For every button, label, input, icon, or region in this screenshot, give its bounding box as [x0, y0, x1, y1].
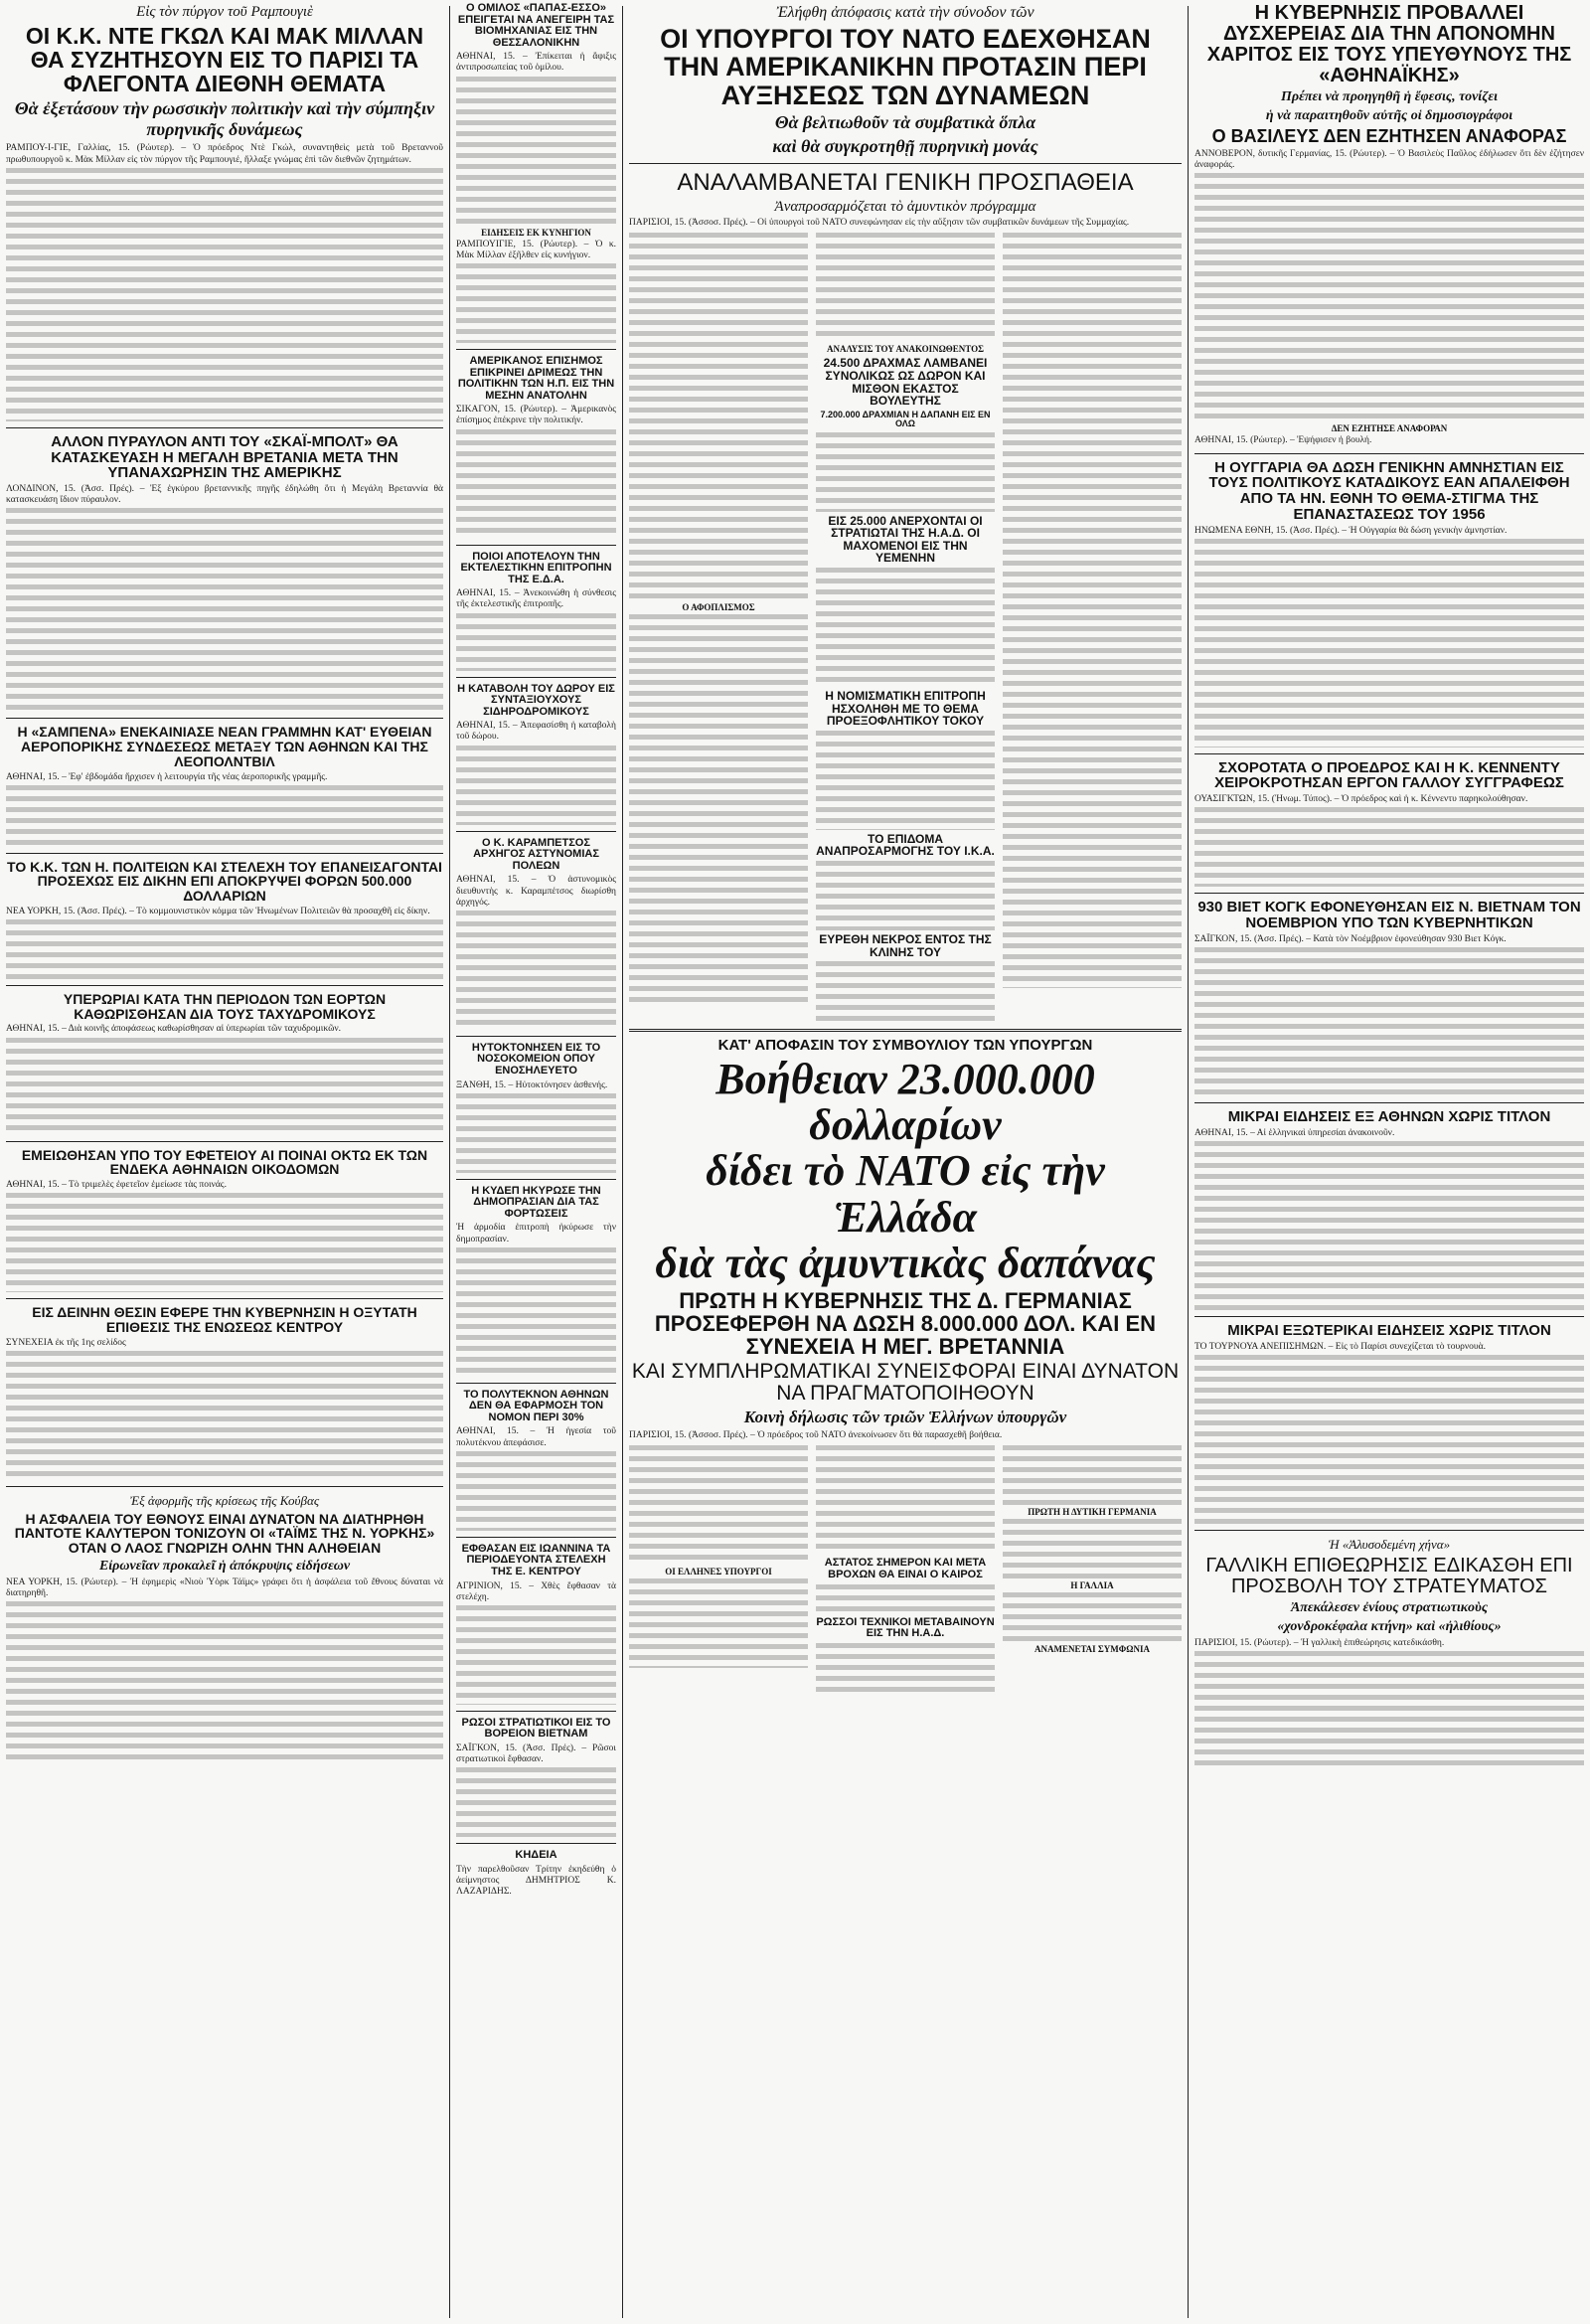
article-body	[456, 1093, 616, 1173]
article-lead: ΣΥΝΕΧΕΙΑ ἐκ τῆς 1ης σελίδος	[6, 1337, 126, 1348]
headline: ΕΜΕΙΩΘΗΣΑΝ ΥΠΟ ΤΟΥ ΕΦΕΤΕΙΟΥ ΑΙ ΠΟΙΝΑΙ ΟΚΤΩ ΕΚ ΤΩΝ ΕΝΔΕΚΑ ΑΘΗΝΑΙΩΝ ΟΙΚΟΔΟΜΩΝ	[21, 1146, 428, 1178]
article-body	[816, 961, 995, 1021]
article-body	[456, 1767, 616, 1837]
article-body	[6, 919, 443, 979]
subheading: ΕΙΔΗΣΕΙΣ ΕΚ ΚΥΝΗΓΙΟΝ	[481, 227, 591, 238]
subheading: Ο ΑΦΟΠΛΙΣΜΟΣ	[682, 602, 755, 613]
article-body	[6, 785, 443, 847]
headline: ΡΩΣΟΙ ΣΤΡΑΤΙΩΤΙΚΟΙ ΕΙΣ ΤΟ ΒΟΡΕΙΟΝ ΒΙΕΤΝΑΜ	[461, 1716, 611, 1741]
headline: Η «ΣΑΜΠΕΝΑ» ΕΝΕΚΑΙΝΙΑΣΕ ΝΕΑΝ ΓΡΑΜΜΗΝ ΚΑΤ' ΕΥΘΕΙΑΝ ΑΕΡΟΠΟΡΙΚΗΣ ΣΥΝΔΕΣΕΩΣ ΜΕΤΑΞΥ ΤΩΝ ΑΘΗΝΩΝ ΚΑΙ ΤΗΣ ΛΕΟΠΟΛΝΤΒΙΛ	[17, 724, 432, 769]
kicker: Ἐλήφθη ἀπόφασις κατὰ τὴν σύνοδον τῶν	[776, 4, 1034, 21]
article-body	[1003, 1445, 1182, 1505]
article-lead: ΤΟ ΤΟΥΡΝΟΥΑ ΑΝΕΠΙΣΗΜΩΝ. – Εἰς τὸ Παρίσι συνεχίζεται τὸ τουρνουὰ.	[1194, 1341, 1486, 1352]
article-body	[816, 1445, 995, 1555]
article-lead: ΑΘΗΝΑΙ, 15. (Ρώυτερ). – Ἐψήφισεν ἡ βουλή.	[1194, 435, 1372, 446]
subheading: ΔΕΝ ΕΖΗΤΗΣΕ ΑΝΑΦΟΡΑΝ	[1331, 423, 1448, 434]
column-right	[1189, 0, 1590, 2324]
article-body	[816, 432, 995, 512]
headline: Ο Κ. ΚΑΡΑΜΠΕΤΣΟΣ ΑΡΧΗΓΟΣ ΑΣΤΥΝΟΜΙΑΣ ΠΟΛΕΩΝ	[473, 836, 599, 872]
headline: Η ΚΑΤΑΒΟΛΗ ΤΟΥ ΔΩΡΟΥ ΕΙΣ ΣΥΝΤΑΞΙΟΥΧΟΥΣ ΣΙΔΗΡΟΔΡΟΜΙΚΟΥΣ	[457, 682, 615, 718]
headline: Ο ΟΜΙΛΟΣ «ΠΑΠΑΣ-ΕΣΣΟ» ΕΠΕΙΓΕΤΑΙ ΝΑ ΑΝΕΓΕΙΡΗ ΤΑΣ ΒΙΟΜΗΧΑΝΙΑΣ ΕΙΣ ΤΗΝ ΘΕΣΣΑΛΟΝΙΚΗΝ	[457, 2, 615, 49]
deck: Κοινὴ δήλωσις τῶν τριῶν Ἑλλήνων ὑπουργῶν	[743, 1408, 1067, 1427]
article-subcolumn	[1003, 1443, 1182, 1694]
article-lead: ΛΟΝΔΙΝΟΝ, 15. (Ἀσσ. Πρές). – Ἐξ ἐγκύρου βρεταννικῆς πηγῆς ἐδηλώθη ὅτι ἡ Μεγάλη Βρεταννία θὰ κατασκευάση ἴδιον πύραυλον.	[6, 484, 443, 506]
article-lead: ΑΘΗΝΑΙ, 15. – Διὰ κοινῆς ἀποφάσεως καθωρίσθησαν αἱ ὑπερωρίαι τῶν ταχυδρομικῶν.	[6, 1024, 342, 1035]
article-body	[816, 861, 995, 930]
article-body	[456, 77, 616, 226]
headline: ΗΥΤΟΚΤΟΝΗΣΕΝ ΕΙΣ ΤΟ ΝΟΣΟΚΟΜΕΙΟΝ ΟΠΟΥ ΕΝΟΣΗΛΕΥΕΤΟ	[471, 1041, 601, 1078]
subheading: ΠΡΩΤΗ Η ΔΥΤΙΚΗ ΓΕΡΜΑΝΙΑ	[1028, 1507, 1157, 1518]
deck: Θὰ βελτιωθοῦν τὰ συμβατικὰ ὅπλα	[774, 112, 1036, 133]
headline: ΜΙΚΡΑΙ ΕΞΩΤΕΡΙΚΑΙ ΕΙΔΗΣΕΙΣ ΧΩΡΙΣ ΤΙΤΛΟΝ	[1227, 1322, 1551, 1340]
article-lead: ΑΘΗΝΑΙ, 15. – Τὸ τριμελὲς ἐφετεῖον ἐμείωσε τὰς ποινάς.	[6, 1179, 227, 1190]
article-lead: ΟΥΑΣΙΓΚΤΩΝ, 15. (Ἡνωμ. Τύπος). – Ὁ πρόεδρος καὶ ἡ κ. Κέννεντυ παρηκολούθησαν.	[1194, 794, 1528, 805]
article-lead: ΑΝΝΟΒΕΡΟΝ, δυτικῆς Γερμανίας, 15. (Ρώυτερ). – Ὁ Βασιλεὺς Παῦλος ἐδήλωσεν ὅτι δὲν ἐζήτησεν ἀναφοράς.	[1194, 148, 1584, 171]
headline: 7.200.000 ΔΡΑΧΜΙΑΝ Η ΔΑΠΑΝΗ ΕΙΣ ΕΝ ΟΛΩ	[820, 409, 991, 429]
headline: ΕΥΡΕΘΗ ΝΕΚΡΟΣ ΕΝΤΟΣ ΤΗΣ ΚΛΙΝΗΣ ΤΟΥ	[819, 932, 992, 959]
article-body	[6, 1351, 443, 1480]
article-body	[456, 1605, 616, 1705]
article-body	[456, 911, 616, 1030]
article-body	[1003, 1592, 1182, 1642]
article-columns	[629, 1443, 1182, 1694]
article-body	[1194, 807, 1584, 887]
headline: 24.500 ΔΡΑΧΜΑΣ ΛΑΜΒΑΝΕΙ ΣΥΝΟΛΙΚΩΣ ΩΣ ΔΩΡΟΝ ΚΑΙ ΜΙΣΘΟΝ ΕΚΑΣΤΟΣ ΒΟΥΛΕΥΤΗΣ	[823, 356, 988, 409]
article-lead: ΑΘΗΝΑΙ, 15. – Αἱ ἑλληνικαὶ ὑπηρεσίαι ἀνακοινοῦν.	[1194, 1127, 1395, 1138]
headline: ΑΝΑΛΑΜΒΑΝΕΤΑΙ ΓΕΝΙΚΗ ΠΡΟΣΠΑΘΕΙΑ	[677, 169, 1134, 197]
article-body	[6, 1038, 443, 1135]
article-lead: ΠΑΡΙΣΙΟΙ, 15. (Ἀσσοσ. Πρές). – Ὁ πρόεδρος τοῦ ΝΑΤΟ ἀνεκοίνωσεν ὅτι θὰ παρασχεθῆ βοήθεια.	[629, 1430, 1003, 1441]
article-body	[1194, 1141, 1584, 1310]
article-body	[6, 168, 443, 421]
headline: ΚΑΙ ΣΥΜΠΛΗΡΩΜΑΤΙΚΑΙ ΣΥΝΕΙΣΦΟΡΑΙ ΕΙΝΑΙ ΔΥΝΑΤΟΝ ΝΑ ΠΡΑΓΜΑΤΟΠΟΙΗΘΟΥΝ	[631, 1360, 1180, 1406]
article-lead: ΣΙΚΑΓΟΝ, 15. (Ρώυτερ). – Ἀμερικανὸς ἐπίσημος ἐπέκρινε τὴν πολιτικήν.	[456, 405, 616, 426]
article-body	[456, 263, 616, 343]
kicker: Ἡ «Ἀλυσοδεμένη χήνα»	[1328, 1537, 1451, 1553]
headline: ΟΙ Κ.Κ. ΝΤΕ ΓΚΩΛ ΚΑΙ ΜΑΚ ΜΙΛΛΑΝ ΘΑ ΣΥΖΗΤΗΣΟΥΝ ΕΙΣ ΤΟ ΠΑΡΙΣΙ ΤΑ ΦΛΕΓΟΝΤΑ ΔΙΕΘΝΗ ΘΕΜΑΤΑ	[25, 23, 424, 97]
headline: ΣΧΟΡΟΤΑΤΑ Ο ΠΡΟΕΔΡΟΣ ΚΑΙ Η Κ. ΚΕΝΝΕΝΤΥ ΧΕΙΡΟΚΡΟΤΗΣΑΝ ΕΡΓΟΝ ΓΑΛΛΟΥ ΣΥΓΓΡΑΦΕΩΣ	[1214, 758, 1564, 792]
article-body	[456, 429, 616, 539]
article-body	[629, 614, 808, 1002]
article-body	[629, 1578, 808, 1668]
article-body	[816, 233, 995, 342]
deck: «χονδροκέφαλα κτήνη» καὶ «ἠλιθίους»	[1277, 1619, 1502, 1635]
article-body	[1003, 1519, 1182, 1578]
article-lead: ΝΕΑ ΥΟΡΚΗ, 15. (Ρώυτερ). – Ἡ ἐφημερὶς «Νιοὺ Ὑὸρκ Τάϊμς» γράφει ὅτι ἡ ἀσφάλεια τοῦ ἔθνους δύναται νὰ διατηρηθῆ.	[6, 1577, 443, 1599]
headline: ΠΟΙΟΙ ΑΠΟΤΕΛΟΥΝ ΤΗΝ ΕΚΤΕΛΕΣΤΙΚΗΝ ΕΠΙΤΡΟΠΗΝ ΤΗΣ Ε.Δ.Α.	[460, 550, 612, 585]
headline: ΓΑΛΛΙΚΗ ΕΠΙΘΕΩΡΗΣΙΣ ΕΔΙΚΑΣΘΗ ΕΠΙ ΠΡΟΣΒΟΛΗ ΤΟΥ ΣΤΡΑΤΕΥΜΑΤΟΣ	[1205, 1555, 1573, 1598]
kicker: Εἰς τὸν πύργον τοῦ Ραμπουγιὲ	[136, 4, 313, 20]
article-lead: ΑΓΡΙΝΙΟΝ, 15. – Χθὲς ἔφθασαν τὰ στελέχη.	[456, 1580, 616, 1602]
article-lead: ΣΑΪΓΚΟΝ, 15. (Ἀσσ. Πρές). – Ρῶσοι στρατιωτικοὶ ἔφθασαν.	[456, 1743, 616, 1765]
subheading: ΑΝΑΜΕΝΕΤΑΙ ΣΥΜΦΩΝΙΑ	[1034, 1644, 1150, 1655]
headline: ΑΜΕΡΙΚΑΝΟΣ ΕΠΙΣΗΜΟΣ ΕΠΙΚΡΙΝΕΙ ΔΡΙΜΕΩΣ ΤΗΝ ΠΟΛΙΤΙΚΗΝ ΤΩΝ Η.Π. ΕΙΣ ΤΗΝ ΜΕΣΗΝ ΑΝΑΤΟΛΗΝ	[457, 355, 615, 402]
headline: ΑΣΤΑΤΟΣ ΣΗΜΕΡΟΝ ΚΑΙ ΜΕΤΑ ΒΡΟΧΩΝ ΘΑ ΕΙΝΑΙ Ο ΚΑΙΡΟΣ	[824, 1557, 987, 1581]
column-second	[450, 0, 622, 2324]
article-body	[1003, 233, 1182, 988]
deck: Ἀπεκάλεσεν ἐνίους στρατιωτικοὺς	[1290, 1600, 1489, 1616]
article-lead: Ἡ ἀρμοδία ἐπιτροπὴ ἠκύρωσε τὴν δημοπρασίαν.	[456, 1223, 616, 1245]
headline: ΥΠΕΡΩΡΙΑΙ ΚΑΤΑ ΤΗΝ ΠΕΡΙΟΔΟΝ ΤΩΝ ΕΟΡΤΩΝ ΚΑΘΩΡΙΣΘΗΣΑΝ ΔΙΑ ΤΟΥΣ ΤΑΧΥΔΡΟΜΙΚΟΥΣ	[63, 991, 387, 1022]
article-body	[456, 1451, 616, 1531]
article-body	[1194, 947, 1584, 1096]
kicker: Ἐξ ἀφορμῆς τῆς κρίσεως τῆς Κούβας	[129, 1492, 320, 1508]
article-body	[1194, 1355, 1584, 1524]
headline: Η ΝΟΜΙΣΜΑΤΙΚΗ ΕΠΙΤΡΟΠΗ ΗΣΧΟΛΗΘΗ ΜΕ ΤΟ ΘΕΜΑ ΠΡΟΕΞΟΦΛΗΤΙΚΟΥ ΤΟΚΟΥ	[825, 689, 986, 729]
column-center	[623, 0, 1188, 2324]
article-body	[816, 731, 995, 830]
article-lead: ΠΑΡΙΣΙΟΙ, 15. (Ρώυτερ). – Ἡ γαλλικὴ ἐπιθεώρησις κατεδικάσθη.	[1194, 1638, 1445, 1649]
article-lead: ΞΑΝΘΗ, 15. – Ηὐτοκτόνησεν ἀσθενής.	[456, 1079, 608, 1090]
article-body	[629, 233, 808, 600]
main-headline: ΟΙ ΥΠΟΥΡΓΟΙ ΤΟΥ ΝΑΤΟ ΕΔΕΧΘΗΣΑΝ ΤΗΝ ΑΜΕΡΙΚΑΝΙΚΗΝ ΠΡΟΤΑΣΙΝ ΠΕΡΙ ΑΥΞΗΣΕΩΣ ΤΩΝ ΔΥΝΑΜΕΩΝ	[660, 24, 1151, 110]
deck: Πρέπει νὰ προηγηθῆ ἡ ἔφεσις, τονίζει	[1280, 89, 1499, 104]
article-lead: ΑΘΗΝΑΙ, 15. – Ἀνεκοινώθη ἡ σύνθεσις τῆς ἐκτελεστικῆς ἐπιτροπῆς.	[456, 588, 616, 610]
article-lead: Τὴν παρελθοῦσαν Τρίτην ἐκηδεύθη ὁ ἀείμνηστος ΔΗΜΗΤΡΙΟΣ Κ. ΛΑΖΑΡΙΔΗΣ.	[456, 1864, 616, 1898]
article-lead: ΝΕΑ ΥΟΡΚΗ, 15. (Ἀσσ. Πρές). – Τὸ κομμουνιστικὸν κόμμα τῶν Ἡνωμένων Πολιτειῶν θὰ προσαχθῆ εἰς δίκην.	[6, 906, 430, 916]
article-body	[816, 1584, 995, 1614]
banner-line: διὰ τὰς ἀμυντικὰς δαπάνας	[655, 1238, 1156, 1287]
article-body	[6, 508, 443, 712]
article-subcolumn	[1003, 231, 1182, 1023]
article-lead: ΣΑΪΓΚΟΝ, 15. (Ἀσσ. Πρές). – Κατὰ τὸν Νοέμβριον ἐφονεύθησαν 930 Βιετ Κόγκ.	[1194, 933, 1507, 944]
headline: ΕΙΣ ΔΕΙΝΗΝ ΘΕΣΙΝ ΕΦΕΡΕ ΤΗΝ ΚΥΒΕΡΝΗΣΙΝ Η ΟΞΥΤΑΤΗ ΕΠΙΘΕΣΙΣ ΤΗΣ ΕΝΩΣΕΩΣ ΚΕΝΤΡΟΥ	[32, 1304, 417, 1335]
headline: ΕΙΣ 25.000 ΑΝΕΡΧΟΝΤΑΙ ΟΙ ΣΤΡΑΤΙΩΤΑΙ ΤΗΣ Η.Α.Δ. ΟΙ ΜΑΧΟΜΕΝΟΙ ΕΙΣ ΤΗΝ ΥΕΜΕΝΗΝ	[828, 513, 983, 566]
article-body	[1194, 1651, 1584, 1770]
article-lead: ΑΘΗΝΑΙ, 15. – Ὁ ἀστυνομικὸς διευθυντὴς κ. Καραμπέτσος διωρίσθη ἀρχηγός.	[456, 875, 616, 908]
article-subcolumn	[816, 1443, 995, 1694]
headline: Η ΚΥΒΕΡΝΗΣΙΣ ΠΡΟΒΑΛΛΕΙ ΔΥΣΧΕΡΕΙΑΣ ΔΙΑ ΤΗΝ ΑΠΟΝΟΜΗΝ ΧΑΡΙΤΟΣ ΕΙΣ ΤΟΥΣ ΥΠΕΥΘΥΝΟΥΣ ΤΗΣ «ΑΘΗΝΑΪΚΗΣ»	[1206, 2, 1572, 86]
headline: ΑΛΛΟΝ ΠΥΡΑΥΛΟΝ ΑΝΤΙ ΤΟΥ «ΣΚΑΪ-ΜΠΟΛΤ» ΘΑ ΚΑΤΑΣΚΕΥΑΣΗ Η ΜΕΓΑΛΗ ΒΡΕΤΑΝΙΑ ΜΕΤΑ ΤΗΝ ΥΠΑΝΑΧΩΡΗΣΙΝ ΤΗΣ ΑΜΕΡΙΚΗΣ	[51, 432, 398, 482]
headline: ΚΗΔΕΙΑ	[515, 1849, 557, 1862]
article-body	[816, 568, 995, 687]
article-lead: ΑΘΗΝΑΙ, 15. – Ἐφ' ἐβδομάδα ἤρχισεν ἡ λειτουργία τῆς νέας ἀεροπορικῆς γραμμῆς.	[6, 771, 328, 782]
article-subcolumn	[629, 231, 808, 1023]
headline: ΜΙΚΡΑΙ ΕΙΔΗΣΕΙΣ ΕΞ ΑΘΗΝΩΝ ΧΩΡΙΣ ΤΙΤΛΟΝ	[1227, 1108, 1551, 1126]
subheading: ΟΙ ΕΛΛΗΝΕΣ ΥΠΟΥΡΓΟΙ	[665, 1567, 772, 1577]
deck: Εἰρωνεῖαν προκαλεῖ ἡ ἀπόκρυψις εἰδήσεων	[98, 1558, 351, 1574]
banner-line: δίδει τὸ ΝΑΤΟ εἰς τὴν Ἑλλάδα	[706, 1146, 1105, 1242]
headline: ΤΟ ΕΠΙΔΟΜΑ ΑΝΑΠΡΟΣΑΡΜΟΓΗΣ ΤΟΥ Ι.Κ.Α.	[816, 831, 995, 859]
article-body	[816, 1643, 995, 1693]
article-body	[1194, 173, 1584, 421]
deck: καὶ θὰ συγκροτηθῇ πυρηνικὴ μονάς	[772, 136, 1038, 157]
banner-line: Βοήθειαν 23.000.000 δολλαρίων	[716, 1054, 1095, 1150]
article-columns	[629, 231, 1182, 1023]
headline: Ο ΒΑΣΙΛΕΥΣ ΔΕΝ ΕΖΗΤΗΣΕΝ ΑΝΑΦΟΡΑΣ	[1211, 126, 1567, 146]
headline: ΕΦΘΑΣΑΝ ΕΙΣ ΙΩΑΝΝΙΝΑ ΤΑ ΠΕΡΙΟΔΕΥΟΝΤΑ ΣΤΕΛΕΧΗ ΤΗΣ Ε. ΚΕΝΤΡΟΥ	[461, 1542, 611, 1577]
article-lead: ΑΘΗΝΑΙ, 15. – Ἀπεφασίσθη ἡ καταβολὴ τοῦ δώρου.	[456, 721, 616, 743]
article-subcolumn	[816, 231, 995, 1023]
headline: Η ΚΥΔΕΠ ΗΚΥΡΩΣΕ ΤΗΝ ΔΗΜΟΠΡΑΣΙΑΝ ΔΙΑ ΤΑΣ ΦΟΡΤΩΣΕΙΣ	[471, 1184, 601, 1220]
headline: ΠΡΩΤΗ Η ΚΥΒΕΡΝΗΣΙΣ ΤΗΣ Δ. ΓΕΡΜΑΝΙΑΣ ΠΡΟΣΕΦΕΡΘΗ ΝΑ ΔΩΣΗ 8.000.000 ΔΟΛ. ΚΑΙ ΕΝ ΣΥΝΕΧΕΙΑ Η ΜΕΓ. ΒΡΕΤΑΝΝΙΑ	[654, 1287, 1157, 1360]
headline: ΤΟ Κ.Κ. ΤΩΝ Η. ΠΟΛΙΤΕΙΩΝ ΚΑΙ ΣΤΕΛΕΧΗ ΤΟΥ ΕΠΑΝΕΙΣΑΓΟΝΤΑΙ ΠΡΟΣΕΧΩΣ ΕΙΣ ΔΙΚΗΝ ΕΠΙ ΑΠΟΚΡΥΨΕΙ ΦΟΡΩΝ 500.000 ΔΟΛΛΑΡΙΩΝ	[7, 858, 442, 905]
article-body	[456, 613, 616, 671]
headline: ΡΩΣΣΟΙ ΤΕΧΝΙΚΟΙ ΜΕΤΑΒΑΙΝΟΥΝ ΕΙΣ ΤΗΝ Η.Α.Δ.	[816, 1615, 995, 1640]
headline: 930 ΒΙΕΤ ΚΟΓΚ ΕΦΟΝΕΥΘΗΣΑΝ ΕΙΣ Ν. ΒΙΕΤΝΑΜ ΤΟΝ ΝΟΕΜΒΡΙΟΝ ΥΠΟ ΤΩΝ ΚΥΒΕΡΝΗΤΙΚΩΝ	[1197, 899, 1581, 932]
article-body	[456, 746, 616, 825]
article-body	[456, 1247, 616, 1377]
deck: Θὰ ἐξετάσουν τὴν ρωσσικὴν πολιτικὴν καὶ τὴν σύμπηξιν πυρηνικῆς δυνάμεως	[14, 98, 435, 140]
headline: Η ΟΥΓΓΑΡΙΑ ΘΑ ΔΩΣΗ ΓΕΝΙΚΗΝ ΑΜΝΗΣΤΙΑΝ ΕΙΣ ΤΟΥΣ ΠΟΛΙΤΙΚΟΥΣ ΚΑΤΑΔΙΚΟΥΣ ΕΑΝ ΑΠΑΛΕΙΦΘΗ ΑΠΟ ΤΑ ΗΝ. ΕΘΝΗ ΤΟ ΘΕΜΑ-ΣΤΙΓΜΑ ΤΗΣ ΕΠΑΝΑΣΤΑΣΕΩΣ ΤΟΥ 1956	[1208, 458, 1570, 523]
banner-kicker: ΚΑΤ' ΑΠΟΦΑΣΙΝ ΤΟΥ ΣΥΜΒΟΥΛΙΟΥ ΤΩΝ ΥΠΟΥΡΓΩΝ	[717, 1037, 1093, 1055]
deck: Ἀναπροσαρμόζεται τὸ ἀμυντικὸν πρόγραμμα	[774, 199, 1036, 216]
article-lead: ΗΝΩΜΕΝΑ ΕΘΝΗ, 15. (Ἀσσ. Πρές). – Ἡ Οὐγγαρία θὰ δώση γενικὴν ἀμνηστίαν.	[1194, 525, 1508, 536]
article-lead: ΑΘΗΝΑΙ, 15. – Ἐπίκειται ἡ ἄφιξις ἀντιπροσωπείας τοῦ ὁμίλου.	[456, 52, 616, 74]
headline: ΤΟ ΠΟΛΥΤΕΚΝΟΝ ΑΘΗΝΩΝ ΔΕΝ ΘΑ ΕΦΑΡΜΟΣΗ ΤΟΝ ΝΟΜΟΝ ΠΕΡΙ 30%	[463, 1388, 609, 1423]
deck: ἡ νὰ παραιτηθοῦν αὐτῆς οἱ δημοσιογράφοι	[1265, 108, 1513, 123]
article-body	[1194, 539, 1584, 747]
article-body	[6, 1193, 443, 1292]
column-left	[0, 0, 449, 2324]
article-subcolumn	[629, 1443, 808, 1694]
article-lead: ΡΑΜΠΟΥ-Ι-ΓΙΕ, Γαλλίας, 15. (Ρώυτερ). – Ὁ πρόεδρος Ντὲ Γκώλ, συναντηθεὶς μετὰ τοῦ Βρεταννοῦ πρωθυπουργοῦ κ. Μὰκ Μίλλαν εἰς τὸν πύργον τῆς Ραμπουγιέ, ἤλλαξε γνώμας ἐπὶ τῶν διεθνῶν ζητημάτων.	[6, 143, 443, 165]
article-lead: ΡΑΜΠΟΥΙΓΙΕ, 15. (Ρώυτερ). – Ὁ κ. Μὰκ Μίλλαν ἐξῆλθεν εἰς κυνήγιον.	[456, 239, 616, 260]
headline: Η ΑΣΦΑΛΕΙΑ ΤΟΥ ΕΘΝΟΥΣ ΕΙΝΑΙ ΔΥΝΑΤΟΝ ΝΑ ΔΙΑΤΗΡΗΘΗ ΠΑΝΤΟΤΕ ΚΑΛΥΤΕΡΟΝ ΤΟΝΙΖΟΥΝ ΟΙ «ΤΑΪΜΣ ΤΗΣ Ν. ΥΟΡΚΗΣ» ΟΤΑΝ Ο ΛΑΟΣ ΓΝΩΡΙΖΗ ΟΛΗΝ ΤΗΝ ΑΛΗΘΕΙΑΝ	[14, 1510, 435, 1557]
article-lead: ΠΑΡΙΣΙΟΙ, 15. (Ἀσσοσ. Πρές). – Οἱ ὑπουργοὶ τοῦ ΝΑΤΟ συνεφώνησαν εἰς τὴν αὔξησιν τῶν συμβατικῶν δυνάμεων τῆς Συμμαχίας.	[629, 218, 1130, 229]
subheading: ΑΝΑΛΥΣΙΣ ΤΟΥ ΑΝΑΚΟΙΝΩΘΕΝΤΟΣ	[826, 344, 985, 355]
article-lead: ΑΘΗΝΑΙ, 15. – Ἡ ἡγεσία τοῦ πολυτέκνου ἀπεφάσισε.	[456, 1426, 616, 1448]
article-body	[6, 1601, 443, 1760]
subheading: Η ΓΑΛΛΙΑ	[1070, 1580, 1114, 1591]
article-body	[629, 1445, 808, 1565]
